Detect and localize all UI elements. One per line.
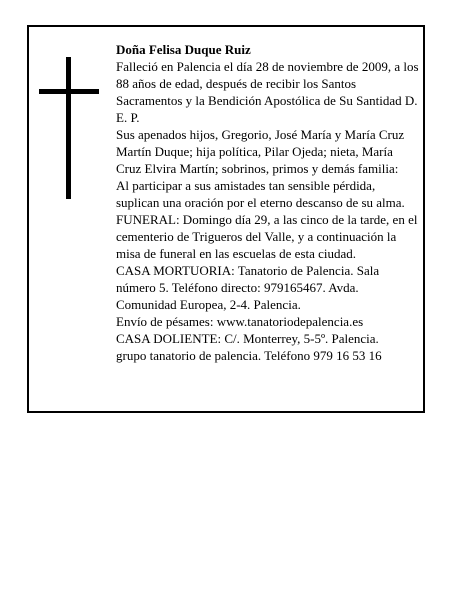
family-home-address: CASA DOLIENTE: C/. Monterrey, 5-5º. Palencia. bbox=[116, 331, 379, 346]
prayer-request: Al participar a sus amistades tan sensible pérdida, suplican una oración por el eterno descanso de su alma. bbox=[116, 178, 405, 210]
cross-vertical-bar bbox=[66, 57, 71, 199]
obituary-text bbox=[116, 41, 420, 364]
cross-icon bbox=[39, 57, 99, 199]
funeral-details: FUNERAL: Domingo día 29, a las cinco de la tarde, en el cementerio de Trigueros del Valle, y a continuación la misa de funeral en las escuelas de esta ciudad. bbox=[116, 212, 418, 261]
death-announcement: Falleció en Palencia el día 28 de noviembre de 2009, a los 88 años de edad, después de recibir los Santos Sacramentos y la Bendición Apostólica de Su Santidad D. E. P. bbox=[116, 59, 419, 125]
funeral-group-contact: grupo tanatorio de palencia. Teléfono 979 16 53 16 bbox=[116, 348, 382, 363]
condolences-website: Envío de pésames: www.tanatoriodepalencia.es bbox=[116, 314, 364, 329]
cross-horizontal-bar bbox=[39, 89, 99, 94]
funeral-home-details: CASA MORTUORIA: Tanatorio de Palencia. Sala número 5. Teléfono directo: 979165467. Avda. Comunidad Europea, 2-4. Palencia. bbox=[116, 263, 380, 312]
obituary-notice bbox=[27, 25, 425, 413]
deceased-name: Doña Felisa Duque Ruiz bbox=[116, 42, 251, 57]
family-mourners: Sus apenados hijos, Gregorio, José María y María Cruz Martín Duque; hija política, Pilar Ojeda; nieta, María Cruz Elvira Martín; sobrinos, primos y demás familia: bbox=[116, 127, 405, 176]
